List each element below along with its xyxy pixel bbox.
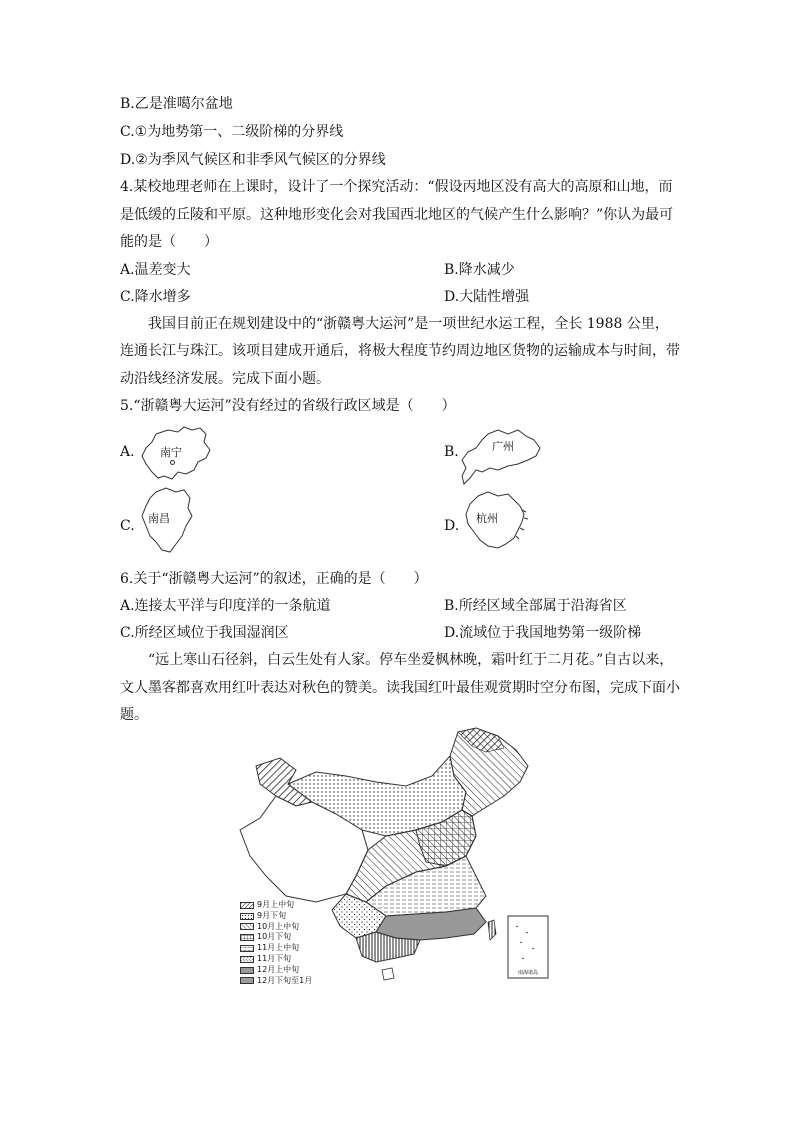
q4-stem-line2: 是低缓的丘陵和平原。这种地形变化会对我国西北地区的气候产生什么影响？”你认为最可 — [120, 207, 674, 223]
legend-label: 12月下旬至1月 — [257, 975, 313, 985]
legend-item — [240, 965, 312, 976]
passage2-line3: 题。 — [120, 707, 148, 723]
legend-item — [240, 922, 312, 933]
q5-option-c-letter: C. — [120, 518, 135, 534]
legend-item — [240, 943, 312, 954]
q4-stem-line3: 能的是（ ） — [120, 234, 218, 250]
legend-label: 9月下旬 — [257, 910, 287, 920]
q5-option-d-letter: D. — [444, 518, 460, 534]
inset-label: 南海诸岛 — [517, 970, 539, 976]
legend-label: 11月下旬 — [257, 953, 292, 963]
q5-option-c-city: 南昌 — [148, 512, 170, 525]
q5-option-a-city: 南宁 — [160, 446, 182, 459]
legend-item — [240, 954, 312, 965]
city-dot — [170, 460, 175, 465]
q5-option-b-letter: B. — [444, 444, 459, 460]
q5-option-d-city: 杭州 — [476, 512, 498, 525]
q6-stem: 6.关于“浙赣粤大运河”的叙述，正确的是（ ） — [120, 571, 428, 587]
q4-option-c: C.降水增多 — [120, 289, 191, 305]
q4-option-d: D.大陆性增强 — [444, 289, 530, 305]
q4-option-a: A.温差变大 — [120, 262, 191, 278]
legend-label: 12月上中旬 — [257, 964, 300, 974]
q4-stem-line1: 4.某校地理老师在上课时，设计了一个探究活动：“假设丙地区没有高大的高原和山地，而 — [120, 179, 673, 195]
q6-option-b: B.所经区域全部属于沿海省区 — [444, 598, 627, 614]
q6-option-d: D.流域位于我国地势第一级阶梯 — [444, 625, 642, 641]
legend-label: 10月下旬 — [257, 932, 292, 942]
legend-item — [240, 911, 312, 922]
legend-label: 9月上中旬 — [257, 900, 295, 909]
q5-stem: 5.“浙赣粤大运河”没有经过的省级行政区域是（ ） — [120, 398, 456, 414]
q6-option-a: A.连接太平洋与印度洋的一条航道 — [120, 598, 331, 614]
legend-item — [240, 976, 312, 987]
q6-option-c: C.所经区域位于我国湿润区 — [120, 625, 289, 641]
passage1-line3: 动沿线经济发展。完成下面小题。 — [120, 371, 330, 387]
passage1-line2: 连通长江与珠江。该项目建成开通后，将极大程度节约周边地区货物的运输成本与时间，带 — [120, 343, 680, 359]
q5-option-b-city: 广州 — [492, 440, 514, 453]
q3-option-d: D.②为季风气候区和非季风气候区的分界线 — [120, 152, 386, 168]
legend-item — [240, 932, 312, 943]
passage2-line1: “远上寒山石径斜，白云生处有人家。停车坐爱枫林晚，霜叶红于二月花。”自古以来， — [120, 652, 674, 668]
legend-item — [240, 900, 312, 911]
passage1-line1: 我国目前正在规划建设中的“浙赣粤大运河”是一项世纪水运工程，全长 1988 公里， — [120, 316, 669, 332]
q3-option-c: C.①为地势第一、二级阶梯的分界线 — [120, 124, 344, 140]
q4-option-b: B.降水减少 — [444, 262, 515, 278]
q5-option-a-letter: A. — [120, 444, 135, 460]
legend-label: 10月上中旬 — [257, 921, 300, 931]
guangdong-map-thumb — [458, 426, 548, 490]
passage2-line2: 文人墨客都喜欢用红叶表达对秋色的赞美。读我国红叶最佳观赏期时空分布图，完成下面小 — [120, 680, 680, 696]
q3-option-b: B.乙是准噶尔盆地 — [120, 96, 233, 112]
legend-label: 11月上中旬 — [257, 943, 300, 953]
map-legend — [240, 900, 312, 986]
